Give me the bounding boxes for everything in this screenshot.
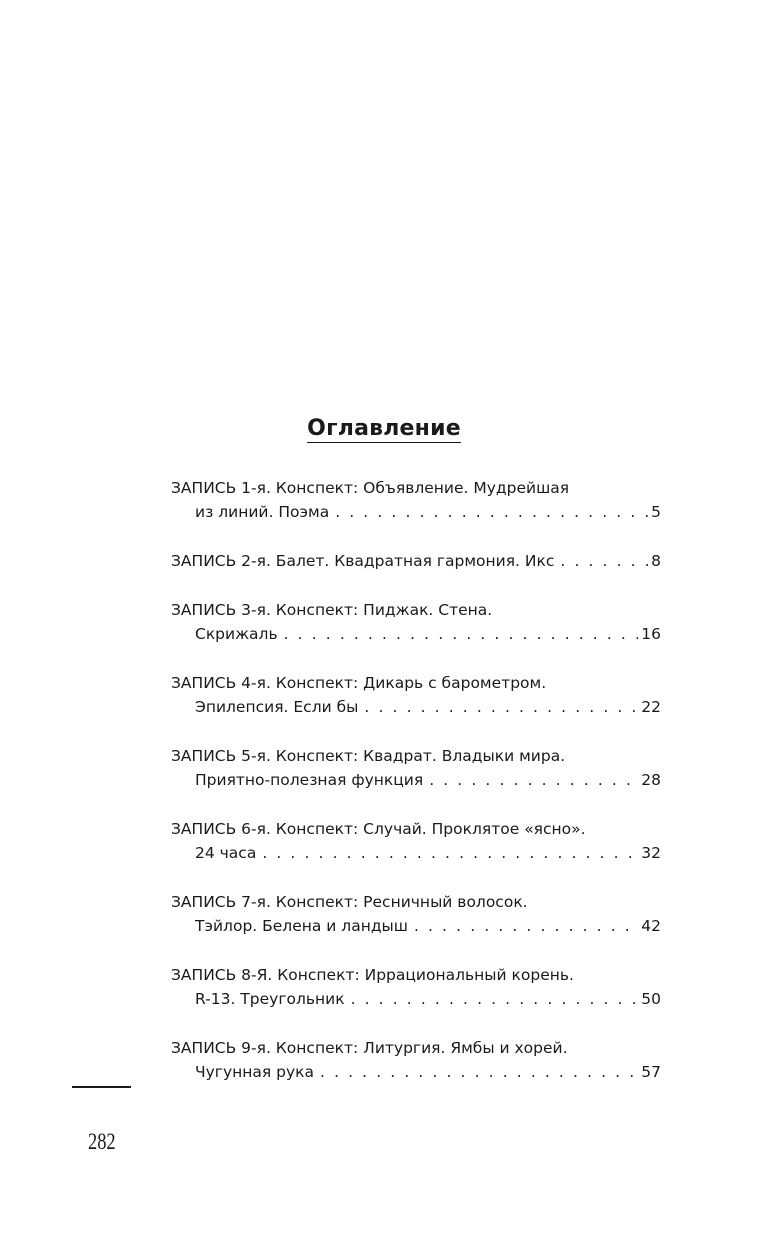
dot-leader bbox=[560, 549, 648, 573]
dot-leader bbox=[429, 768, 638, 792]
toc-entry-subtitle: Приятно-полезная функция bbox=[195, 771, 424, 789]
toc-heading-text: Оглавление bbox=[307, 415, 461, 441]
toc-entry-subtitle: Скрижаль bbox=[195, 625, 278, 643]
dot-leader bbox=[414, 914, 638, 938]
dot-leader bbox=[335, 500, 648, 524]
toc-entry[interactable] bbox=[171, 549, 661, 573]
toc-entry-page: 42 bbox=[641, 917, 661, 935]
page-number: 282 bbox=[88, 1129, 116, 1154]
toc-entry-title: ЗАПИСЬ 1-я. Конспект: Объявление. Мудрейшая bbox=[171, 479, 570, 497]
toc-entry-page: 57 bbox=[641, 1063, 661, 1081]
toc-list bbox=[171, 476, 661, 1109]
toc-entry-title: ЗАПИСЬ 7-я. Конспект: Ресничный волосок. bbox=[171, 893, 528, 911]
toc-entry-page: 32 bbox=[641, 844, 661, 862]
dot-leader bbox=[351, 987, 639, 1011]
toc-entry-page: 16 bbox=[641, 625, 661, 643]
toc-entry[interactable] bbox=[171, 598, 661, 646]
toc-entry-page: 50 bbox=[641, 990, 661, 1008]
toc-entry-subtitle: R-13. Треугольник bbox=[195, 990, 345, 1008]
toc-entry[interactable] bbox=[171, 1036, 661, 1084]
toc-entry-page: 22 bbox=[641, 698, 661, 716]
toc-entry[interactable] bbox=[171, 744, 661, 792]
dot-leader bbox=[262, 841, 638, 865]
toc-entry-page: 5 bbox=[651, 503, 661, 521]
dot-leader bbox=[284, 622, 639, 646]
toc-entry-subtitle: Чугунная рука bbox=[195, 1063, 315, 1081]
toc-entry-title: ЗАПИСЬ 8-Я. Конспект: Иррациональный корень. bbox=[171, 966, 574, 984]
toc-entry[interactable] bbox=[171, 476, 661, 524]
toc-entry-title: ЗАПИСЬ 9-я. Конспект: Литургия. Ямбы и хорей. bbox=[171, 1039, 568, 1057]
dot-leader bbox=[364, 695, 638, 719]
dot-leader bbox=[320, 1060, 638, 1084]
toc-entry-title: ЗАПИСЬ 6-я. Конспект: Случай. Проклятое «ясно». bbox=[171, 820, 586, 838]
toc-entry[interactable] bbox=[171, 890, 661, 938]
toc-entry-title: ЗАПИСЬ 5-я. Конспект: Квадрат. Владыки мира. bbox=[171, 747, 566, 765]
toc-entry[interactable] bbox=[171, 963, 661, 1011]
footer-rule bbox=[72, 1086, 131, 1088]
toc-entry[interactable] bbox=[171, 671, 661, 719]
toc-entry-page: 8 bbox=[651, 552, 661, 570]
toc-entry-subtitle: 24 часа bbox=[195, 844, 257, 862]
toc-entry-page: 28 bbox=[641, 771, 661, 789]
toc-entry-title: ЗАПИСЬ 3-я. Конспект: Пиджак. Стена. bbox=[171, 601, 493, 619]
toc-entry-title: ЗАПИСЬ 4-я. Конспект: Дикарь с барометром. bbox=[171, 674, 547, 692]
toc-entry[interactable] bbox=[171, 817, 661, 865]
toc-entry-subtitle: из линий. Поэма bbox=[195, 503, 330, 521]
toc-heading bbox=[0, 413, 768, 445]
toc-entry-subtitle: Тэйлор. Белена и ландыш bbox=[195, 917, 408, 935]
toc-entry-title: ЗАПИСЬ 2-я. Балет. Квадратная гармония. Икс bbox=[171, 552, 555, 570]
toc-entry-subtitle: Эпилепсия. Если бы bbox=[195, 698, 359, 716]
